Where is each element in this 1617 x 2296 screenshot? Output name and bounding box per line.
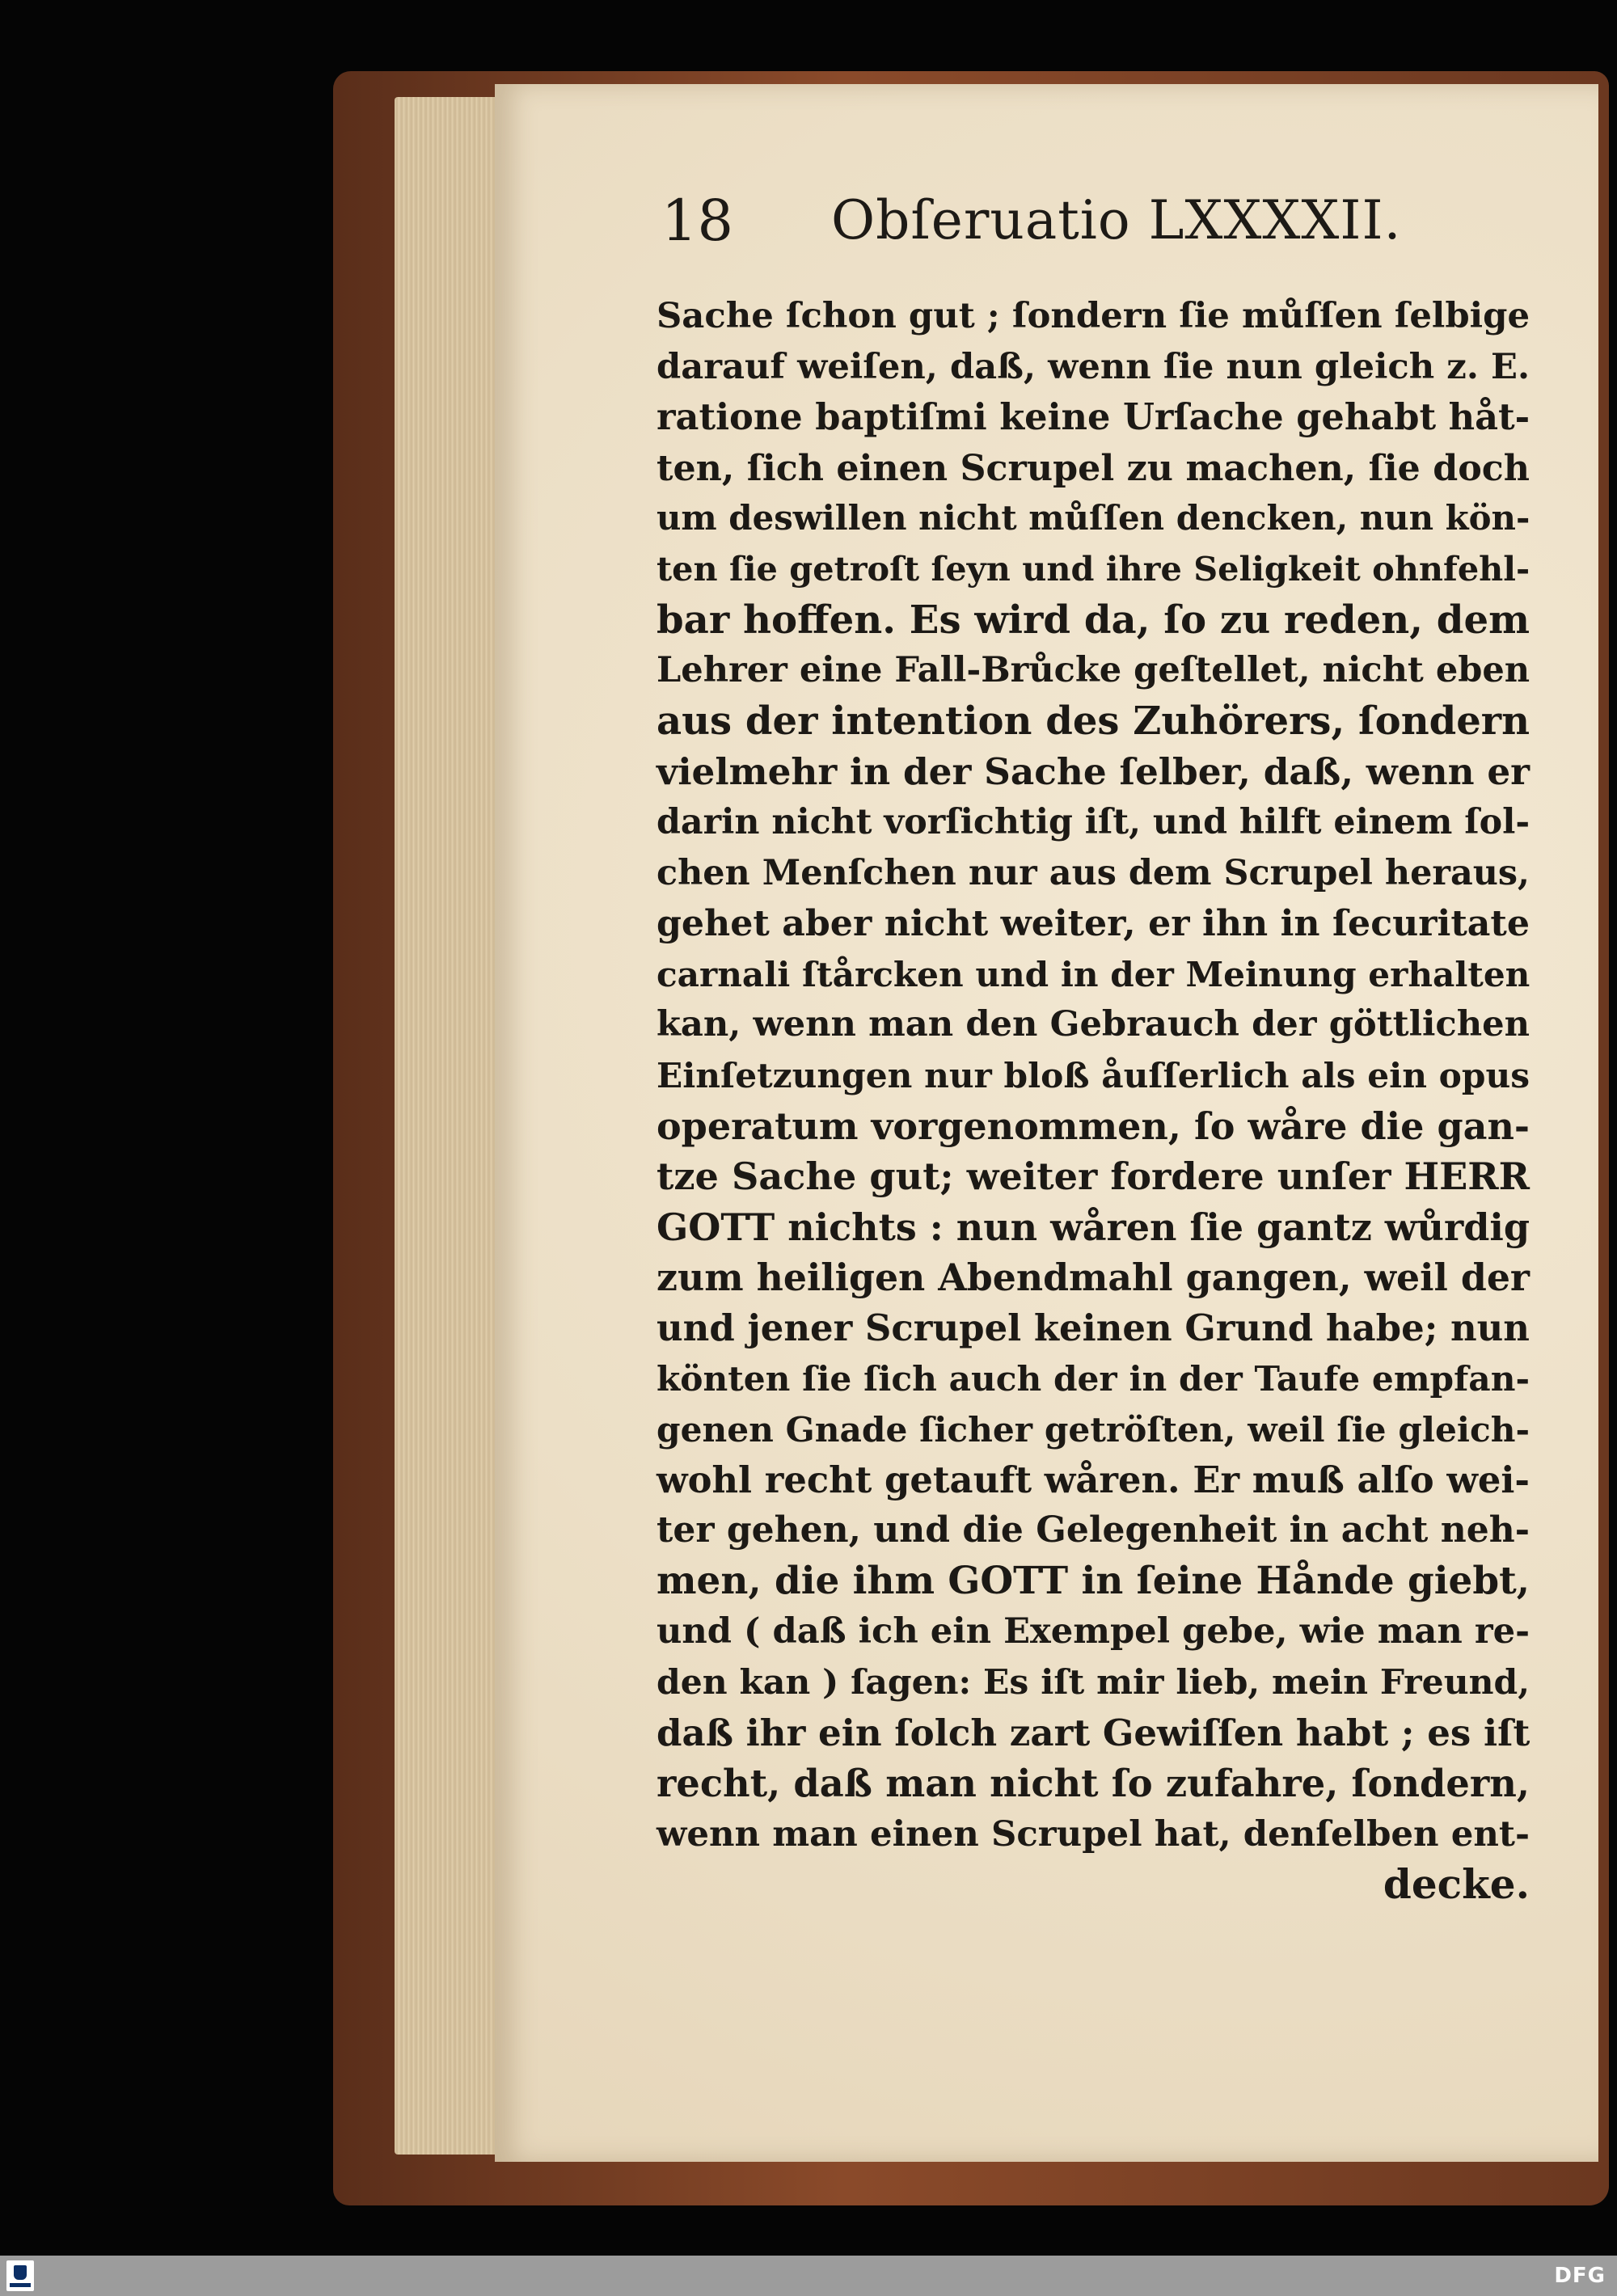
text-line: carnali ſtårcken und in der Meinung erhalten: [657, 953, 1530, 994]
text-line: operatum vorgenommen, ſo wåre die gan-: [657, 1104, 1530, 1148]
text-line: den kan ) ſagen: Es iſt mir lieb, mein Freund,: [657, 1662, 1530, 1703]
text-line: darauf weiſen, daß, wenn ſie nun gleich z. E.: [657, 345, 1530, 387]
text-line: aus der intention des Zuhörers, ſondern: [657, 698, 1530, 744]
text-line: vielmehr in der Sache ſelber, daß, wenn er: [657, 749, 1530, 794]
text-line: tze Sache gut; weiter fordere unſer HERR: [657, 1154, 1530, 1199]
text-line: und ( daß ich ein Exempel gebe, wie man re-: [657, 1610, 1530, 1652]
page-header: [661, 184, 1402, 257]
text-line: chen Menſchen nur aus dem Scrupel heraus,: [657, 852, 1530, 893]
page-number: 18: [661, 188, 734, 254]
text-line: Einſetzungen nur bloß åuſſerlich als ein opus: [657, 1054, 1530, 1095]
text-line: gehet aber nicht weiter, er ihn in ſecuritate: [657, 902, 1530, 945]
text-line: ratione baptiſmi keine Urſache gehabt håt-: [657, 395, 1530, 439]
text-line: Lehrer eine Fall-Brůcke geſtellet, nicht eben: [657, 650, 1530, 691]
text-line: men, die ihm GOTT in ſeine Hånde giebt,: [657, 1558, 1530, 1603]
text-line: kan, wenn man den Gebrauch der göttlichen: [657, 1003, 1530, 1045]
text-line: wohl recht getauft wåren. Er muß alſo wei-: [657, 1458, 1530, 1501]
library-logo-icon: [6, 2260, 34, 2291]
text-line: recht, daß man nicht ſo zufahre, ſondern,: [657, 1762, 1530, 1806]
text-line: wenn man einen Scrupel hat, denſelben ent-: [657, 1813, 1530, 1855]
catchword: decke.: [1383, 1860, 1530, 1909]
text-line: um deswillen nicht můſſen dencken, nun kön-: [657, 498, 1530, 538]
text-line: genen Gnade ſicher getröſten, weil ſie gleich-: [657, 1409, 1530, 1450]
text-line: GOTT nichts : nun wåren ſie gantz wůrdig: [657, 1205, 1530, 1249]
text-line: ten ſie getroſt ſeyn und ihre Seligkeit ohnfehl-: [657, 548, 1530, 589]
text-line: könten ſie ſich auch der in der Taufe empfan-: [657, 1358, 1530, 1399]
body-text: [657, 291, 1530, 1910]
text-line: ten, ſich einen Scrupel zu machen, ſie doch: [657, 446, 1530, 489]
text-line: zum heiligen Abendmahl gangen, weil der: [657, 1256, 1530, 1300]
page-edges: [395, 97, 500, 2155]
text-line: Sache ſchon gut ; ſondern ſie můſſen ſelbige: [657, 295, 1530, 336]
viewer-footer-bar: [0, 2256, 1617, 2296]
text-line: darin nicht vorſichtig iſt, und hilft einem ſol-: [657, 801, 1530, 842]
text-line: daß ihr ein ſolch zart Gewiſſen habt ; es iſt: [657, 1711, 1530, 1754]
text-line: ter gehen, und die Gelegenheit in acht neh-: [657, 1509, 1530, 1551]
running-title: Obſeruatio LXXXXII.: [831, 189, 1402, 251]
dfg-logo: DFG: [1554, 2264, 1606, 2288]
text-line: bar hoffen. Es wird da, ſo zu reden, dem: [657, 597, 1530, 643]
text-line: und jener Scrupel keinen Grund habe; nun: [657, 1306, 1530, 1349]
